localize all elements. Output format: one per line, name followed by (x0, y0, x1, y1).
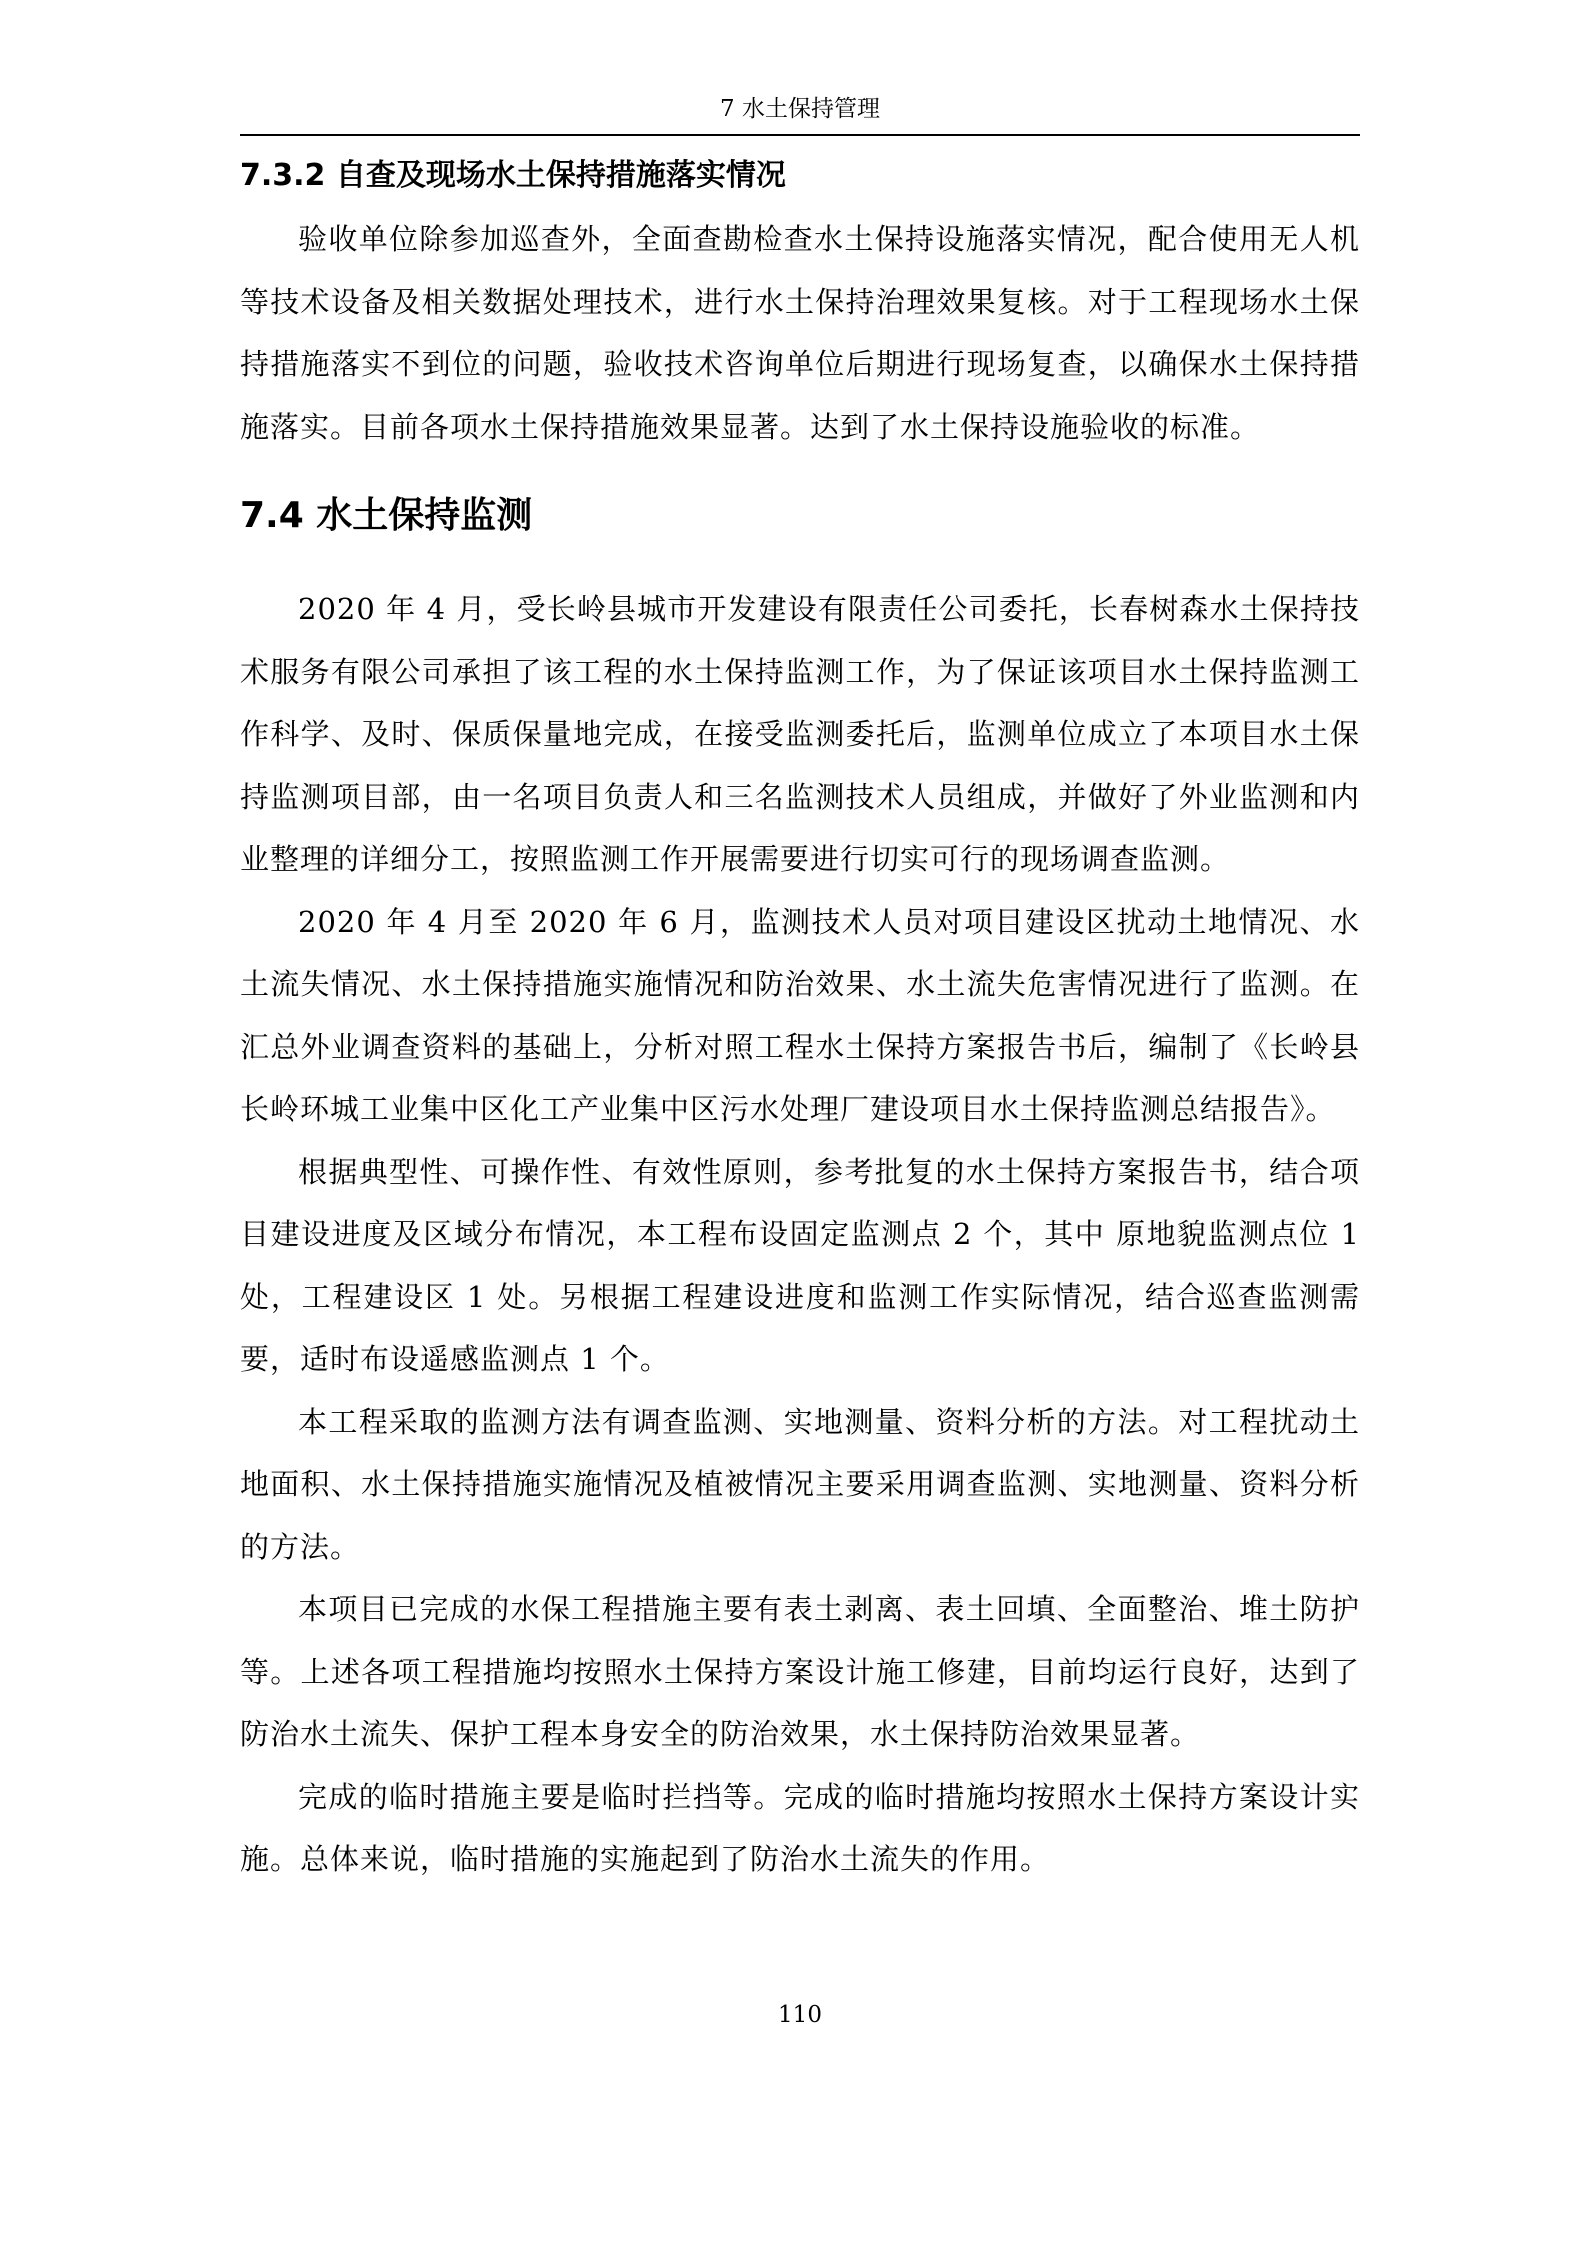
paragraph: 2020 年 4 月至 2020 年 6 月，监测技术人员对项目建设区扰动土地情况、水土流失情况、水土保持措施实施情况和防治效果、水土流失危害情况进行了监测。在汇总外业调查资料的基础上，分析对照工程水土保持方案报告书后，编制了《长岭县长岭环城工业集中区化工产业集中区污水处理厂建设项目水土保持监测总结报告》。 (240, 904, 1360, 1126)
paragraph: 根据典型性、可操作性、有效性原则，参考批复的水土保持方案报告书，结合项目建设进度及区域分布情况，本工程布设固定监测点 2 个，其中 原地貌监测点位 1 处，工程建设区 1 处。另根据工程建设进度和监测工作实际情况，结合巡查监测需要，适时布设遥感监测点 1 个。 (240, 1154, 1360, 1376)
section-heading-7-4: 7.4 水土保持监测 (240, 495, 533, 536)
section-heading-7-3-2: 7.3.2 自查及现场水土保持措施落实情况 (240, 158, 786, 193)
page-number: 110 (778, 2002, 822, 2028)
header-rule (240, 134, 1360, 136)
paragraph: 验收单位除参加巡查外，全面查勘检查水土保持设施落实情况，配合使用无人机等技术设备及相关数据处理技术，进行水土保持治理效果复核。对于工程现场水土保持措施落实不到位的问题，验收技术咨询单位后期进行现场复查，以确保水土保持措施落实。目前各项水土保持措施效果显著。达到了水土保持设施验收的标准。 (240, 222, 1360, 444)
page-content (240, 148, 1360, 1891)
paragraph: 完成的临时措施主要是临时拦挡等。完成的临时措施均按照水土保持方案设计实施。总体来说，临时措施的实施起到了防治水土流失的作用。 (240, 1779, 1360, 1876)
paragraph: 本工程采取的监测方法有调查监测、实地测量、资料分析的方法。对工程扰动土地面积、水土保持措施实施情况及植被情况主要采用调查监测、实地测量、资料分析的方法。 (240, 1404, 1360, 1564)
paragraph: 2020 年 4 月，受长岭县城市开发建设有限责任公司委托，长春树森水土保持技术服务有限公司承担了该工程的水土保持监测工作，为了保证该项目水土保持监测工作科学、及时、保质保量地完成，在接受监测委托后，监测单位成立了本项目水土保持监测项目部，由一名项目负责人和三名监测技术人员组成，并做好了外业监测和内业整理的详细分工，按照监测工作开展需要进行切实可行的现场调查监测。 (240, 592, 1360, 876)
running-header: 7 水土保持管理 (720, 96, 880, 122)
paragraph: 本项目已完成的水保工程措施主要有表土剥离、表土回填、全面整治、堆土防护等。上述各项工程措施均按照水土保持方案设计施工修建，目前均运行良好，达到了防治水土流失、保护工程本身安全的防治效果，水土保持防治效果显著。 (240, 1592, 1360, 1751)
